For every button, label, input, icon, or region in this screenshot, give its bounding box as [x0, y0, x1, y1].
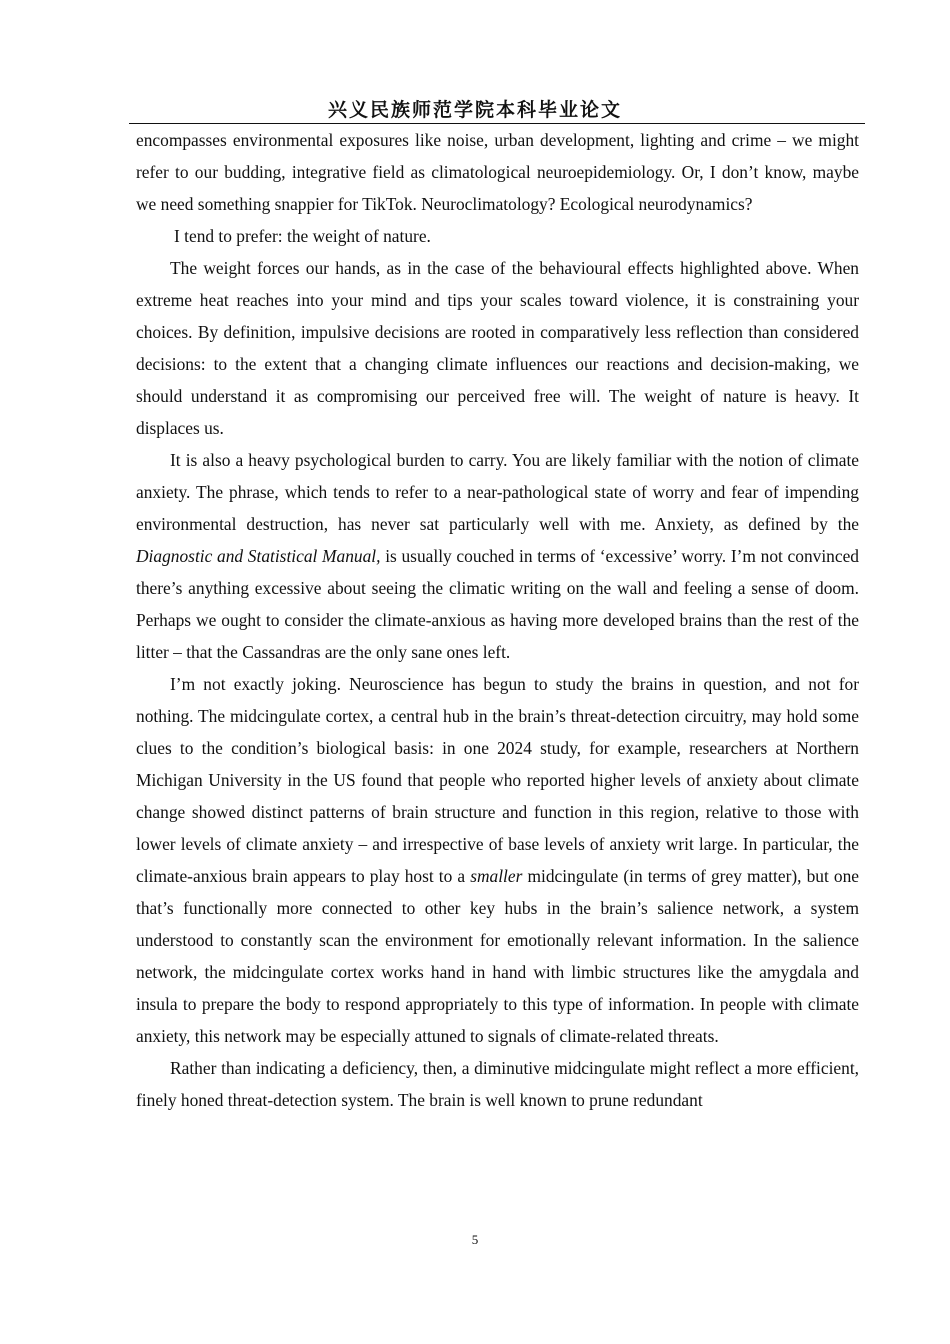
page-header-title: 兴义民族师范学院本科毕业论文 — [327, 99, 622, 121]
document-body — [136, 124, 859, 1116]
paragraph-4-text-before: It is also a heavy psychological burden to carry. You are likely familiar with the notion of climate anxiety. The phrase, which tends to refer to a near-pathological state of worry and fear of impending environmental destruction, has never sat particularly well with me. Anxiety, as defined by the — [136, 450, 859, 534]
paragraph-4-italic-title: Diagnostic and Statistical Manual, — [136, 546, 381, 566]
paragraph-6: Rather than indicating a deficiency, then, a diminutive midcingulate might reflect a more efficient, finely honed threat-detection system. The brain is well known to prune redundant — [136, 1058, 859, 1110]
paragraph-3: The weight forces our hands, as in the case of the behavioural effects highlighted above. When extreme heat reaches into your mind and tips your scales toward violence, it is constraining your choices. By definition, impulsive decisions are rooted in comparatively less reflection than considered decisions: to the extent that a changing climate influences our reactions and decision-making, we should understand it as compromising our perceived free will. The weight of nature is heavy. It displaces us. — [136, 258, 859, 438]
paragraph-1: encompasses environmental exposures like noise, urban development, lighting and crime – we might refer to our budding, integrative field as climatological neuroepidemiology. Or, I don’t know, maybe we need something snappier for TikTok. Neuroclimatology? Ecological neurodynamics? — [136, 130, 859, 214]
paragraph-5-text-after: midcingulate (in terms of grey matter), but one that’s functionally more connected to other key hubs in the brain’s salience network, a system understood to constantly scan the environment for emotionally relevant information. In the salience network, the midcingulate cortex works hand in hand with limbic structures like the amygdala and insula to prepare the body to respond appropriately to this type of information. In people with climate anxiety, this network may be especially attuned to signals of climate-related threats. — [136, 866, 859, 1046]
paragraph-5-italic-word: smaller — [470, 866, 523, 886]
paragraph-5 — [136, 668, 859, 1052]
paragraph-4-text-after: is usually couched in terms of ‘excessive’ worry. I’m not convinced there’s anything excessive about seeing the climatic writing on the wall and feeling a sense of doom. Perhaps we ought to consider the climate-anxious as having more developed brains than the rest of the litter – that the Cassandras are the only sane ones left. — [136, 546, 859, 662]
paragraph-2: I tend to prefer: the weight of nature. — [174, 226, 431, 246]
paragraph-5-text-before: I’m not exactly joking. Neuroscience has begun to study the brains in question, and not for nothing. The midcingulate cortex, a central hub in the brain’s threat-detection circuitry, may hold some clues to the condition’s biological basis: in one 2024 study, for example, researchers at Northern Michigan University in the US found that people who reported higher levels of anxiety about climate change showed distinct patterns of brain structure and function in this region, relative to those with lower levels of climate anxiety – and irrespective of base levels of anxiety writ large. In particular, the climate-anxious brain appears to play host to a — [136, 674, 859, 886]
paragraph-4 — [136, 444, 859, 668]
page-number: 5 — [471, 1232, 479, 1247]
